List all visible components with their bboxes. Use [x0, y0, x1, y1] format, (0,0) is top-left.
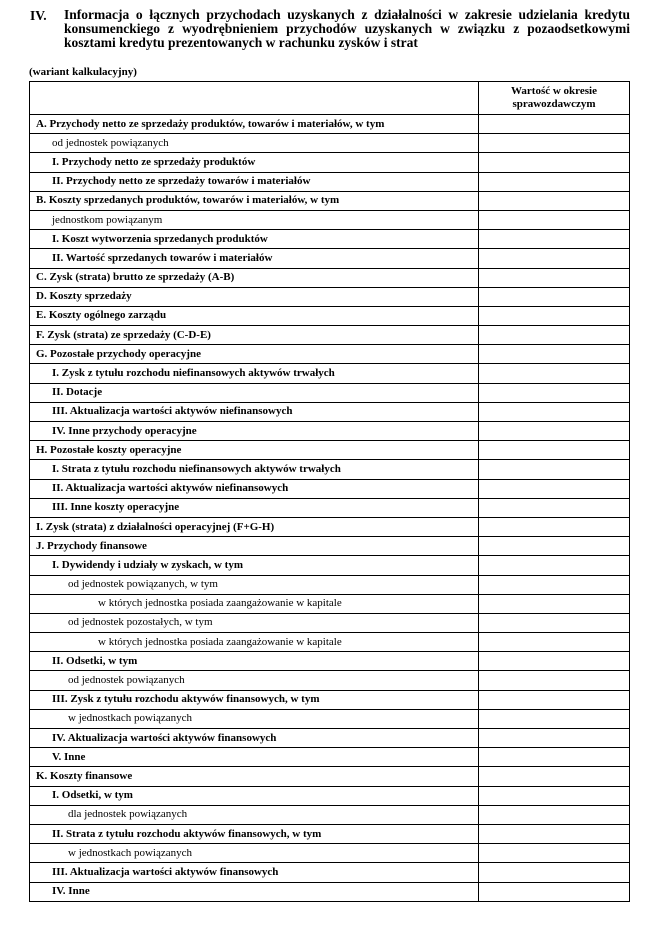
- row-value-cell[interactable]: [479, 172, 630, 191]
- row-label: I. Przychody netto ze sprzedaży produktów: [30, 153, 479, 172]
- row-value-cell[interactable]: [479, 306, 630, 325]
- table-row: [30, 729, 630, 748]
- table-row: [30, 249, 630, 268]
- row-label: H. Pozostałe koszty operacyjne: [30, 441, 479, 460]
- row-label: F. Zysk (strata) ze sprzedaży (C-D-E): [30, 326, 479, 345]
- row-label: I. Odsetki, w tym: [30, 786, 479, 805]
- table-row: [30, 134, 630, 153]
- row-label: od jednostek powiązanych: [30, 134, 479, 153]
- table-row: [30, 402, 630, 421]
- table-row: [30, 709, 630, 728]
- row-value-cell[interactable]: [479, 422, 630, 441]
- row-value-cell[interactable]: [479, 134, 630, 153]
- table-row: [30, 537, 630, 556]
- row-label: II. Wartość sprzedanych towarów i materiałów: [30, 249, 479, 268]
- row-label: w jednostkach powiązanych: [30, 709, 479, 728]
- row-value-cell[interactable]: [479, 498, 630, 517]
- table-row: [30, 383, 630, 402]
- table-row: [30, 575, 630, 594]
- table-row: [30, 479, 630, 498]
- row-value-cell[interactable]: [479, 748, 630, 767]
- row-value-cell[interactable]: [479, 115, 630, 134]
- row-value-cell[interactable]: [479, 191, 630, 210]
- value-column-header: Wartość w okresie sprawozdawczym: [479, 82, 630, 115]
- row-label: J. Przychody finansowe: [30, 537, 479, 556]
- row-label: IV. Aktualizacja wartości aktywów finansowych: [30, 729, 479, 748]
- row-value-cell[interactable]: [479, 210, 630, 229]
- row-value-cell[interactable]: [479, 556, 630, 575]
- section-number: IV.: [30, 8, 47, 23]
- table-row: [30, 326, 630, 345]
- row-label: G. Pozostałe przychody operacyjne: [30, 345, 479, 364]
- row-label: jednostkom powiązanym: [30, 210, 479, 229]
- row-value-cell[interactable]: [479, 882, 630, 901]
- row-label: IV. Inne: [30, 882, 479, 901]
- row-value-cell[interactable]: [479, 268, 630, 287]
- row-label: IV. Inne przychody operacyjne: [30, 422, 479, 441]
- row-label: V. Inne: [30, 748, 479, 767]
- table-row: [30, 786, 630, 805]
- table-row: [30, 882, 630, 901]
- table-row: [30, 364, 630, 383]
- income-report-table: [29, 81, 630, 902]
- row-value-cell[interactable]: [479, 249, 630, 268]
- row-value-cell[interactable]: [479, 345, 630, 364]
- row-value-cell[interactable]: [479, 537, 630, 556]
- row-value-cell[interactable]: [479, 383, 630, 402]
- row-value-cell[interactable]: [479, 633, 630, 652]
- table-row: [30, 172, 630, 191]
- table-row: [30, 690, 630, 709]
- row-label: III. Inne koszty operacyjne: [30, 498, 479, 517]
- row-label: II. Przychody netto ze sprzedaży towarów i materiałów: [30, 172, 479, 191]
- table-row: [30, 767, 630, 786]
- row-value-cell[interactable]: [479, 729, 630, 748]
- row-label: II. Dotacje: [30, 383, 479, 402]
- table-row: [30, 230, 630, 249]
- row-label: II. Odsetki, w tym: [30, 652, 479, 671]
- table-row: [30, 345, 630, 364]
- table-row: [30, 153, 630, 172]
- row-label: w których jednostka posiada zaangażowanie w kapitale: [30, 633, 479, 652]
- table-row: [30, 824, 630, 843]
- row-label: III. Zysk z tytułu rozchodu aktywów finansowych, w tym: [30, 690, 479, 709]
- table-row: [30, 287, 630, 306]
- table-row: [30, 805, 630, 824]
- table-row: [30, 498, 630, 517]
- row-value-cell[interactable]: [479, 594, 630, 613]
- row-value-cell[interactable]: [479, 230, 630, 249]
- table-row: [30, 441, 630, 460]
- row-label: I. Zysk z tytułu rozchodu niefinansowych aktywów trwałych: [30, 364, 479, 383]
- row-label: w których jednostka posiada zaangażowanie w kapitale: [30, 594, 479, 613]
- table-row: [30, 191, 630, 210]
- row-value-cell[interactable]: [479, 460, 630, 479]
- row-label: B. Koszty sprzedanych produktów, towarów i materiałów, w tym: [30, 191, 479, 210]
- row-label: od jednostek powiązanych, w tym: [30, 575, 479, 594]
- row-label: II. Strata z tytułu rozchodu aktywów finansowych, w tym: [30, 824, 479, 843]
- table-header-row: [30, 82, 630, 115]
- variant-label: (wariant kalkulacyjny): [29, 66, 137, 78]
- row-value-cell[interactable]: [479, 402, 630, 421]
- row-label: I. Zysk (strata) z działalności operacyjnej (F+G-H): [30, 517, 479, 536]
- row-value-cell[interactable]: [479, 575, 630, 594]
- row-value-cell[interactable]: [479, 441, 630, 460]
- row-label: od jednostek pozostałych, w tym: [30, 613, 479, 632]
- table-row: [30, 115, 630, 134]
- table-row: [30, 556, 630, 575]
- row-label: K. Koszty finansowe: [30, 767, 479, 786]
- row-value-cell[interactable]: [479, 153, 630, 172]
- table-row: [30, 306, 630, 325]
- row-value-cell[interactable]: [479, 709, 630, 728]
- section-title: [30, 8, 630, 50]
- row-value-cell[interactable]: [479, 326, 630, 345]
- table-row: [30, 652, 630, 671]
- table-row: [30, 594, 630, 613]
- row-value-cell[interactable]: [479, 671, 630, 690]
- row-label: III. Aktualizacja wartości aktywów finansowych: [30, 863, 479, 882]
- table-row: [30, 863, 630, 882]
- row-label: C. Zysk (strata) brutto ze sprzedaży (A-B): [30, 268, 479, 287]
- section-title-text: Informacja o łącznych przychodach uzyskanych z działalności w zakresie udzielania kredytu konsumenckiego z wyodrębnieniem przychodów uzyskanych w związku z pozaodsetkowymi kosztami kredytu prezentowanych w rachunku zysków i strat: [64, 7, 630, 50]
- row-value-cell[interactable]: [479, 786, 630, 805]
- row-value-cell[interactable]: [479, 479, 630, 498]
- row-value-cell[interactable]: [479, 690, 630, 709]
- row-label: w jednostkach powiązanych: [30, 844, 479, 863]
- table-row: [30, 517, 630, 536]
- table-row: [30, 210, 630, 229]
- row-label: od jednostek powiązanych: [30, 671, 479, 690]
- row-value-cell[interactable]: [479, 652, 630, 671]
- table-row: [30, 460, 630, 479]
- row-value-cell[interactable]: [479, 844, 630, 863]
- row-value-cell[interactable]: [479, 364, 630, 383]
- row-value-cell[interactable]: [479, 613, 630, 632]
- row-value-cell[interactable]: [479, 287, 630, 306]
- table-row: [30, 633, 630, 652]
- table-row: [30, 748, 630, 767]
- row-label: II. Aktualizacja wartości aktywów niefinansowych: [30, 479, 479, 498]
- row-label: A. Przychody netto ze sprzedaży produktów, towarów i materiałów, w tym: [30, 115, 479, 134]
- table-row: [30, 844, 630, 863]
- row-value-cell[interactable]: [479, 863, 630, 882]
- table-row: [30, 671, 630, 690]
- header-label-cell: [30, 82, 479, 115]
- row-value-cell[interactable]: [479, 767, 630, 786]
- table-row: [30, 613, 630, 632]
- row-label: D. Koszty sprzedaży: [30, 287, 479, 306]
- row-label: I. Dywidendy i udziały w zyskach, w tym: [30, 556, 479, 575]
- row-label: dla jednostek powiązanych: [30, 805, 479, 824]
- row-label: III. Aktualizacja wartości aktywów niefinansowych: [30, 402, 479, 421]
- row-value-cell[interactable]: [479, 517, 630, 536]
- row-label: I. Koszt wytworzenia sprzedanych produktów: [30, 230, 479, 249]
- row-value-cell[interactable]: [479, 805, 630, 824]
- table-row: [30, 268, 630, 287]
- row-value-cell[interactable]: [479, 824, 630, 843]
- table-row: [30, 422, 630, 441]
- row-label: E. Koszty ogólnego zarządu: [30, 306, 479, 325]
- row-label: I. Strata z tytułu rozchodu niefinansowych aktywów trwałych: [30, 460, 479, 479]
